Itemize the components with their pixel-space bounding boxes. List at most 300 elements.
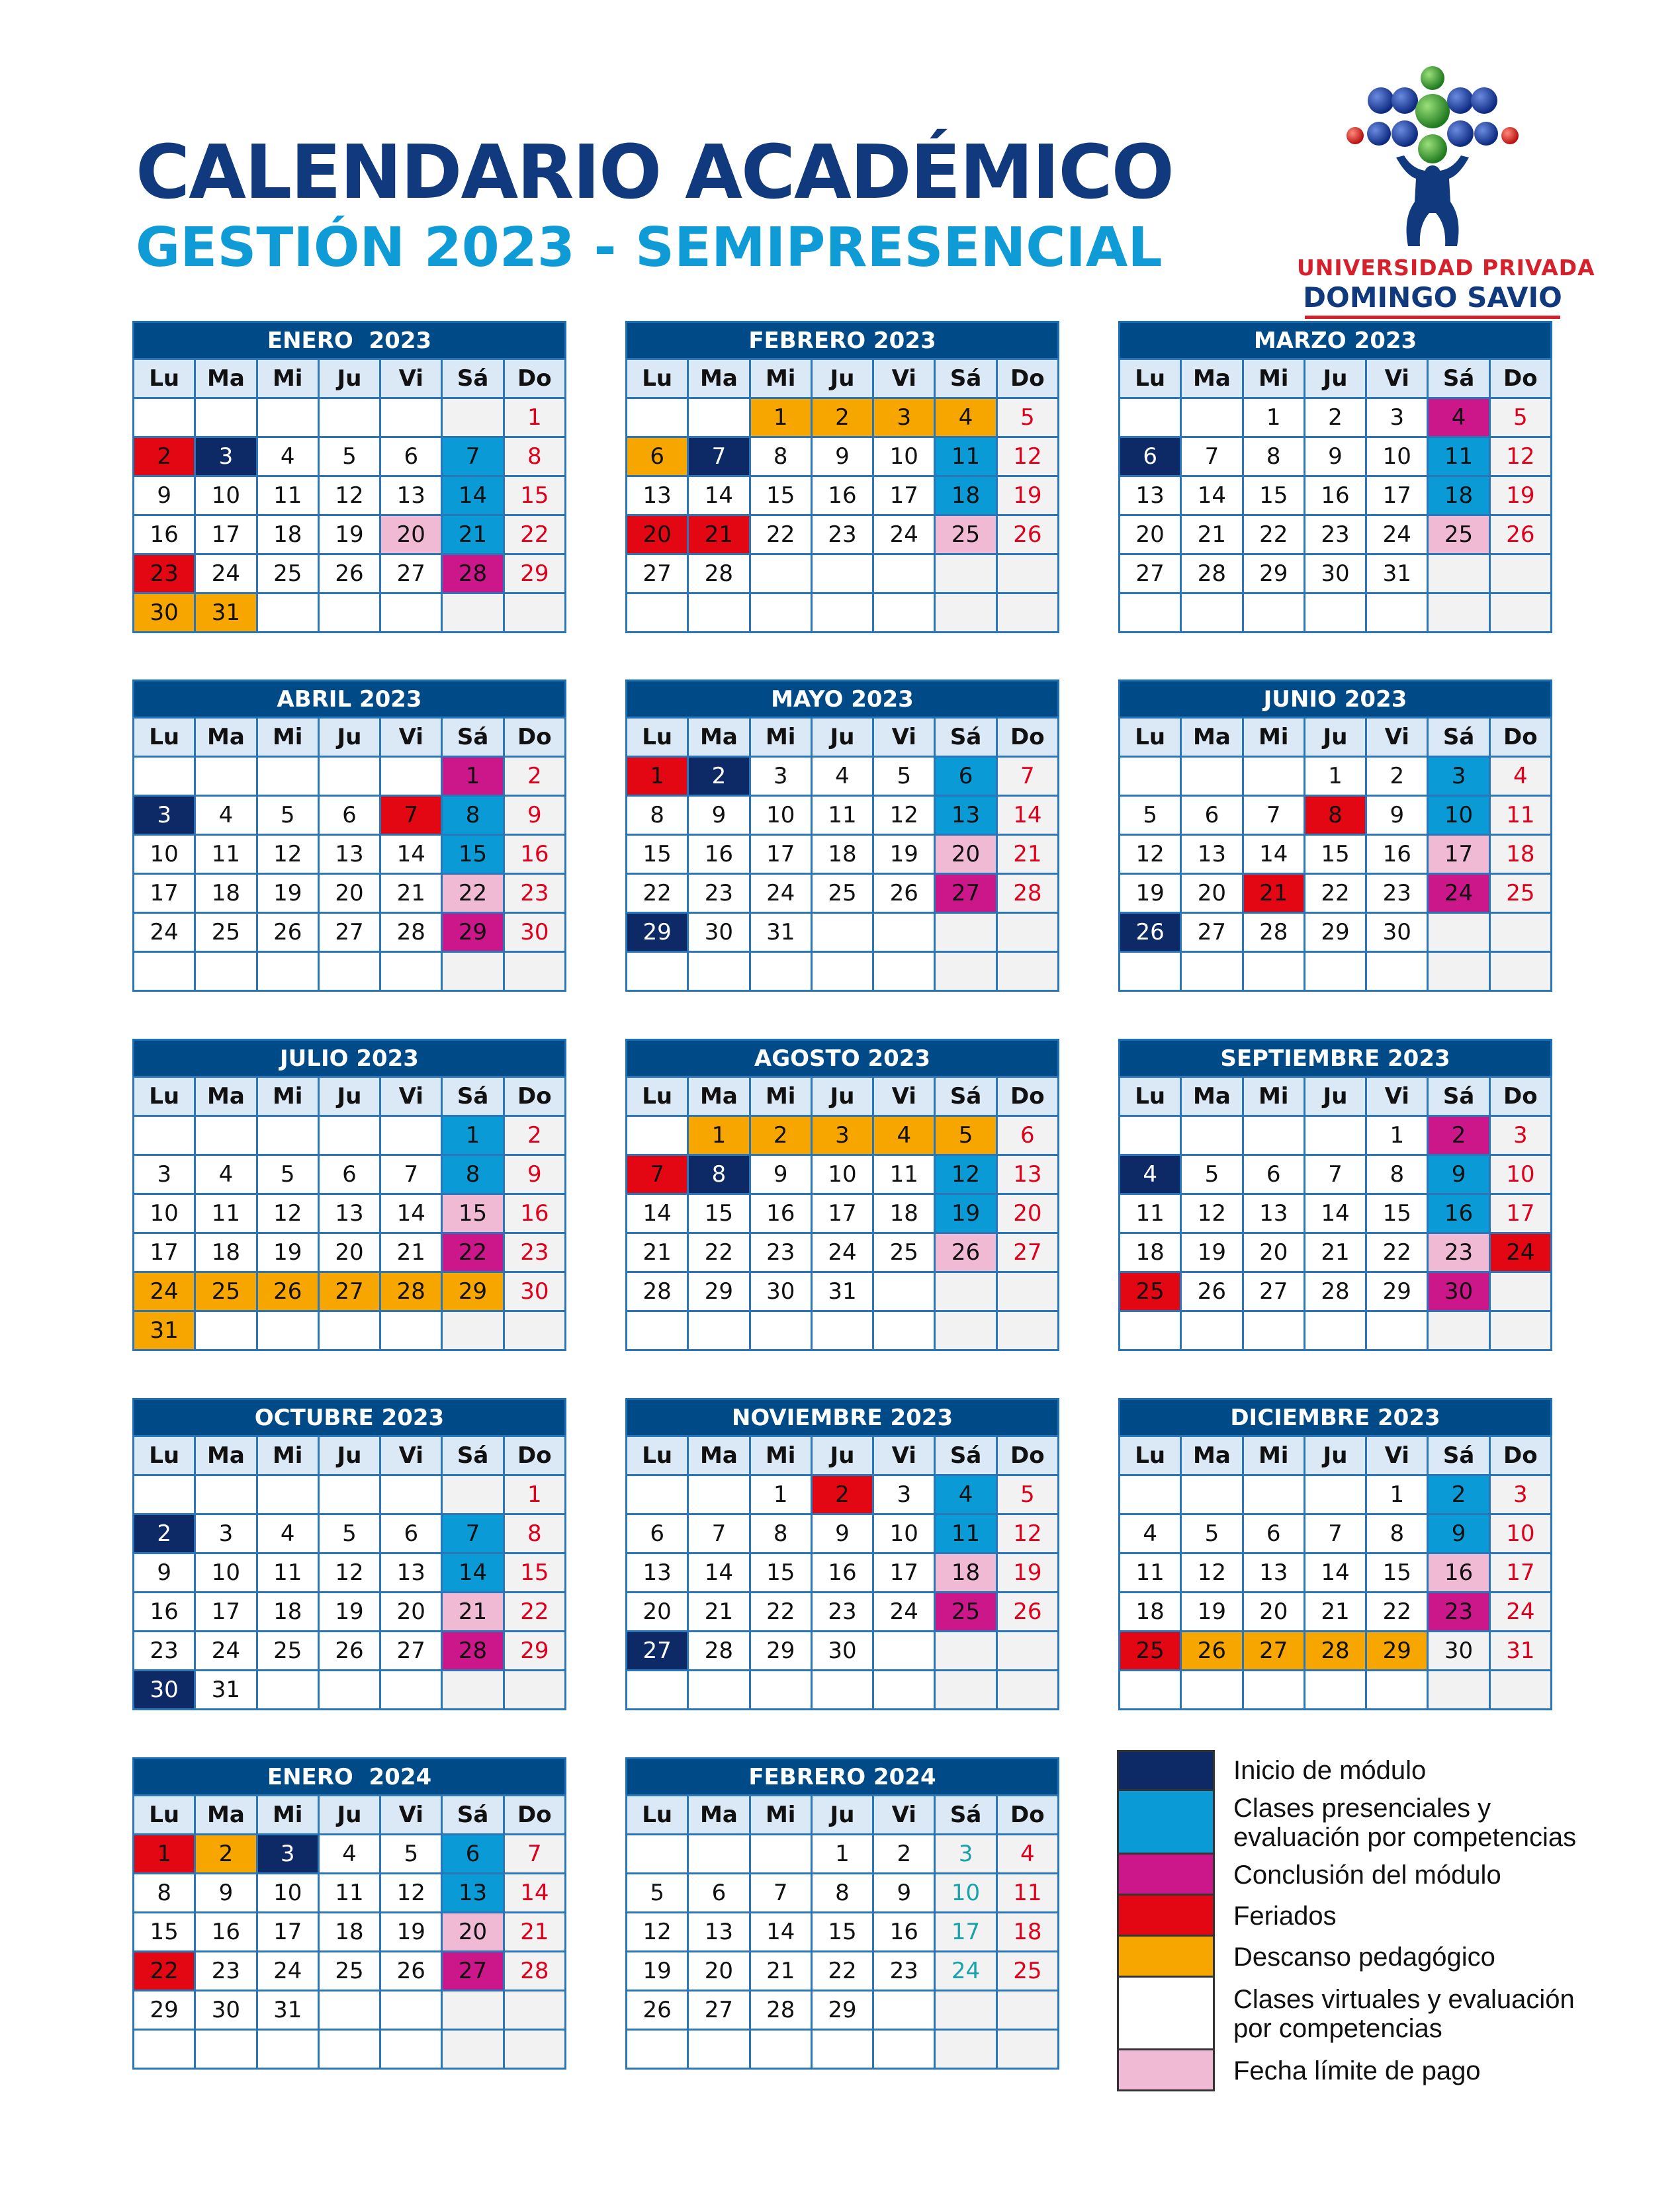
day-cell: 12 (1181, 1553, 1243, 1593)
day-cell: 25 (257, 1632, 318, 1671)
day-cell: 3 (750, 757, 811, 796)
day-cell: 17 (134, 874, 195, 913)
week-row (627, 952, 1059, 991)
month-title: FEBRERO 2023 (625, 321, 1059, 358)
weekday-header: Ju (318, 718, 380, 757)
page-title: CALENDARIO ACADÉMICO (136, 130, 1173, 216)
weekday-header: Ju (811, 1796, 873, 1835)
day-cell: 8 (627, 796, 688, 835)
empty-cell (134, 1116, 195, 1155)
legend (1117, 1750, 1593, 2091)
weekday-header: Ma (195, 359, 257, 398)
day-cell: 12 (257, 1194, 318, 1233)
empty-cell (873, 2030, 935, 2069)
day-cell: 16 (134, 515, 195, 554)
empty-cell (996, 1632, 1058, 1671)
empty-cell (627, 2030, 688, 2069)
week-row (134, 398, 566, 437)
day-cell: 29 (1366, 1632, 1428, 1671)
empty-cell (688, 2030, 750, 2069)
day-cell: 12 (996, 437, 1058, 476)
week-row (1120, 1233, 1552, 1272)
weekday-header: Lu (1120, 359, 1181, 398)
week-row (1120, 1311, 1552, 1350)
day-cell: 26 (1181, 1632, 1243, 1671)
day-cell: 3 (195, 437, 257, 476)
empty-cell (1120, 757, 1181, 796)
day-cell: 16 (504, 835, 565, 874)
legend-swatch (1117, 1896, 1215, 1937)
day-cell: 25 (257, 554, 318, 593)
day-cell: 25 (1120, 1632, 1181, 1671)
month-calendar (625, 1757, 1059, 2070)
empty-cell (318, 2030, 380, 2069)
month-table (132, 358, 566, 633)
month-title: MARZO 2023 (1118, 321, 1552, 358)
weekday-header-row (1120, 1077, 1552, 1116)
day-cell: 18 (811, 835, 873, 874)
day-cell: 19 (627, 1952, 688, 1991)
day-cell: 22 (442, 874, 504, 913)
empty-cell (195, 1475, 257, 1514)
day-cell: 11 (1120, 1553, 1181, 1593)
day-cell: 6 (442, 1835, 504, 1874)
empty-cell (1304, 593, 1366, 633)
month-table (132, 717, 566, 992)
day-cell: 14 (627, 1194, 688, 1233)
day-cell: 1 (1366, 1116, 1428, 1155)
day-cell: 24 (134, 1272, 195, 1311)
empty-cell (811, 554, 873, 593)
day-cell: 28 (750, 1991, 811, 2030)
empty-cell (1181, 1671, 1243, 1710)
day-cell: 26 (996, 515, 1058, 554)
week-row (627, 874, 1059, 913)
empty-cell (380, 593, 442, 633)
week-row (627, 2030, 1059, 2069)
day-cell: 16 (811, 476, 873, 515)
day-cell: 4 (195, 796, 257, 835)
week-row (627, 1632, 1059, 1671)
weekday-header: Vi (873, 718, 935, 757)
day-cell: 16 (1428, 1194, 1489, 1233)
empty-cell (1304, 1311, 1366, 1350)
empty-cell (750, 1311, 811, 1350)
weekday-header: Mi (1243, 1436, 1304, 1475)
month-calendar (132, 679, 566, 992)
day-cell: 21 (442, 515, 504, 554)
empty-cell (811, 1311, 873, 1350)
day-cell: 15 (134, 1913, 195, 1952)
weekday-header: Do (996, 718, 1058, 757)
day-cell: 20 (380, 515, 442, 554)
day-cell: 16 (688, 835, 750, 874)
day-cell: 8 (442, 1155, 504, 1194)
weekday-header: Ju (811, 718, 873, 757)
weekday-header-row (134, 1436, 566, 1475)
day-cell: 27 (380, 554, 442, 593)
weekday-header: Lu (627, 1796, 688, 1835)
day-cell: 14 (688, 1553, 750, 1593)
day-cell: 7 (688, 437, 750, 476)
weekday-header: Lu (1120, 1077, 1181, 1116)
day-cell: 13 (380, 1553, 442, 1593)
day-cell: 2 (688, 757, 750, 796)
weekday-header: Ju (318, 1077, 380, 1116)
empty-cell (873, 593, 935, 633)
weekday-header: Do (1489, 1436, 1551, 1475)
week-row (134, 515, 566, 554)
day-cell: 14 (442, 476, 504, 515)
weekday-header: Do (1489, 1077, 1551, 1116)
day-cell: 24 (195, 1632, 257, 1671)
week-row (1120, 1632, 1552, 1671)
week-row (134, 476, 566, 515)
empty-cell (1120, 1311, 1181, 1350)
month-title: ENERO 2024 (132, 1757, 566, 1794)
week-row (627, 1835, 1059, 1874)
empty-cell (750, 952, 811, 991)
day-cell: 22 (504, 1593, 565, 1632)
empty-cell (504, 1671, 565, 1710)
empty-cell (627, 1671, 688, 1710)
day-cell: 28 (996, 874, 1058, 913)
empty-cell (873, 913, 935, 952)
day-cell: 28 (1304, 1272, 1366, 1311)
day-cell: 22 (627, 874, 688, 913)
weekday-header: Vi (873, 1077, 935, 1116)
week-row (1120, 1593, 1552, 1632)
weekday-header: Vi (873, 1796, 935, 1835)
day-cell: 10 (750, 796, 811, 835)
day-cell: 28 (1243, 913, 1304, 952)
day-cell: 29 (1243, 554, 1304, 593)
day-cell: 15 (688, 1194, 750, 1233)
day-cell: 20 (1120, 515, 1181, 554)
day-cell: 30 (750, 1272, 811, 1311)
day-cell: 30 (688, 913, 750, 952)
day-cell: 29 (750, 1632, 811, 1671)
day-cell: 25 (811, 874, 873, 913)
weekday-header: Sá (935, 359, 996, 398)
day-cell: 14 (750, 1913, 811, 1952)
weekday-header: Lu (627, 1436, 688, 1475)
weekday-header: Do (504, 718, 565, 757)
day-cell: 10 (1489, 1514, 1551, 1553)
day-cell: 9 (1428, 1514, 1489, 1553)
weekday-header: Ju (811, 1436, 873, 1475)
week-row (1120, 952, 1552, 991)
empty-cell (1366, 1671, 1428, 1710)
weekday-header: Ma (688, 1436, 750, 1475)
day-cell: 30 (504, 1272, 565, 1311)
empty-cell (442, 398, 504, 437)
day-cell: 1 (1366, 1475, 1428, 1514)
legend-swatch (1117, 1855, 1215, 1896)
day-cell: 15 (1304, 835, 1366, 874)
week-row (627, 1194, 1059, 1233)
empty-cell (257, 1116, 318, 1155)
day-cell: 2 (134, 437, 195, 476)
day-cell: 5 (996, 398, 1058, 437)
empty-cell (688, 398, 750, 437)
day-cell: 7 (442, 437, 504, 476)
weekday-header: Ju (1304, 1077, 1366, 1116)
weekday-header: Ma (1181, 718, 1243, 757)
empty-cell (873, 1991, 935, 2030)
weekday-header: Vi (380, 1796, 442, 1835)
empty-cell (504, 1311, 565, 1350)
day-cell: 9 (504, 1155, 565, 1194)
day-cell: 23 (504, 1233, 565, 1272)
empty-cell (811, 913, 873, 952)
day-cell: 25 (935, 1593, 996, 1632)
weekday-header: Vi (873, 359, 935, 398)
legend-swatch (1117, 1791, 1215, 1855)
weekday-header: Mi (750, 718, 811, 757)
weekday-header-row (134, 359, 566, 398)
empty-cell (442, 2030, 504, 2069)
day-cell: 11 (1428, 437, 1489, 476)
empty-cell (257, 593, 318, 633)
day-cell: 16 (1304, 476, 1366, 515)
day-cell: 10 (935, 1874, 996, 1913)
day-cell: 29 (504, 1632, 565, 1671)
week-row (627, 1913, 1059, 1952)
day-cell: 22 (1243, 515, 1304, 554)
month-calendar (625, 679, 1059, 992)
day-cell: 2 (1366, 757, 1428, 796)
weekday-header: Sá (1428, 1077, 1489, 1116)
week-row (627, 1514, 1059, 1553)
empty-cell (1243, 1311, 1304, 1350)
day-cell: 9 (688, 796, 750, 835)
day-cell: 21 (504, 1913, 565, 1952)
month-calendar (132, 1039, 566, 1351)
legend-label: Inicio de módulo (1233, 1756, 1427, 1785)
day-cell: 10 (873, 437, 935, 476)
day-cell: 10 (195, 1553, 257, 1593)
empty-cell (996, 2030, 1058, 2069)
weekday-header: Lu (134, 718, 195, 757)
weekday-header: Lu (627, 718, 688, 757)
empty-cell (1181, 1475, 1243, 1514)
empty-cell (1181, 1311, 1243, 1350)
empty-cell (750, 1835, 811, 1874)
day-cell: 17 (257, 1913, 318, 1952)
legend-swatch (1117, 1937, 1215, 1978)
empty-cell (627, 593, 688, 633)
day-cell: 2 (134, 1514, 195, 1553)
day-cell: 22 (504, 515, 565, 554)
day-cell: 2 (1304, 398, 1366, 437)
day-cell: 19 (257, 1233, 318, 1272)
day-cell: 20 (627, 1593, 688, 1632)
day-cell: 26 (380, 1952, 442, 1991)
day-cell: 4 (257, 437, 318, 476)
empty-cell (442, 1475, 504, 1514)
day-cell: 19 (1489, 476, 1551, 515)
day-cell: 29 (504, 554, 565, 593)
day-cell: 17 (873, 476, 935, 515)
weekday-header-row (627, 718, 1059, 757)
empty-cell (1243, 1116, 1304, 1155)
day-cell: 3 (935, 1835, 996, 1874)
empty-cell (318, 1671, 380, 1710)
day-cell: 8 (504, 1514, 565, 1553)
day-cell: 26 (627, 1991, 688, 2030)
day-cell: 25 (873, 1233, 935, 1272)
day-cell: 29 (811, 1991, 873, 2030)
day-cell: 21 (1304, 1593, 1366, 1632)
day-cell: 4 (873, 1116, 935, 1155)
day-cell: 15 (1366, 1194, 1428, 1233)
weekday-header: Ma (195, 1796, 257, 1835)
day-cell: 13 (442, 1874, 504, 1913)
week-row (627, 757, 1059, 796)
empty-cell (257, 1671, 318, 1710)
day-cell: 25 (996, 1952, 1058, 1991)
empty-cell (195, 1116, 257, 1155)
weekday-header: Do (996, 1077, 1058, 1116)
month-title: JUNIO 2023 (1118, 679, 1552, 717)
empty-cell (1428, 554, 1489, 593)
empty-cell (935, 1272, 996, 1311)
empty-cell (380, 757, 442, 796)
week-row (134, 1671, 566, 1710)
day-cell: 31 (1489, 1632, 1551, 1671)
day-cell: 21 (688, 1593, 750, 1632)
day-cell: 17 (1366, 476, 1428, 515)
day-cell: 3 (811, 1116, 873, 1155)
day-cell: 27 (318, 1272, 380, 1311)
week-row (134, 952, 566, 991)
week-row (134, 1632, 566, 1671)
day-cell: 6 (627, 1514, 688, 1553)
day-cell: 31 (134, 1311, 195, 1350)
empty-cell (1304, 1671, 1366, 1710)
week-row (134, 1991, 566, 2030)
day-cell: 7 (627, 1155, 688, 1194)
legend-item-inicio (1117, 1750, 1593, 1791)
day-cell: 18 (195, 1233, 257, 1272)
day-cell: 20 (688, 1952, 750, 1991)
day-cell: 3 (134, 1155, 195, 1194)
empty-cell (442, 1671, 504, 1710)
day-cell: 21 (996, 835, 1058, 874)
day-cell: 10 (134, 835, 195, 874)
empty-cell (1120, 952, 1181, 991)
day-cell: 23 (1304, 515, 1366, 554)
day-cell: 29 (1304, 913, 1366, 952)
day-cell: 9 (504, 796, 565, 835)
empty-cell (1428, 593, 1489, 633)
day-cell: 14 (1243, 835, 1304, 874)
month-calendar (1118, 679, 1552, 992)
week-row (134, 1311, 566, 1350)
empty-cell (873, 1272, 935, 1311)
legend-label: Clases virtuales y evaluación por competencias (1233, 1985, 1575, 2043)
weekday-header: Ma (195, 718, 257, 757)
legend-label: Fecha límite de pago (1233, 2056, 1481, 2085)
empty-cell (627, 1475, 688, 1514)
day-cell: 24 (1489, 1233, 1551, 1272)
day-cell: 11 (318, 1874, 380, 1913)
day-cell: 17 (195, 1593, 257, 1632)
weekday-header: Ma (1181, 359, 1243, 398)
weekday-header: Ju (318, 359, 380, 398)
day-cell: 2 (1428, 1475, 1489, 1514)
day-cell: 19 (257, 874, 318, 913)
day-cell: 14 (1181, 476, 1243, 515)
day-cell: 13 (1243, 1553, 1304, 1593)
day-cell: 23 (873, 1952, 935, 1991)
day-cell: 8 (688, 1155, 750, 1194)
day-cell: 19 (318, 1593, 380, 1632)
empty-cell (318, 757, 380, 796)
day-cell: 3 (1489, 1475, 1551, 1514)
day-cell: 13 (318, 835, 380, 874)
day-cell: 9 (195, 1874, 257, 1913)
day-cell: 23 (1428, 1233, 1489, 1272)
empty-cell (1489, 554, 1551, 593)
empty-cell (1243, 1671, 1304, 1710)
weekday-header: Ju (811, 1077, 873, 1116)
month-title: MAYO 2023 (625, 679, 1059, 717)
empty-cell (442, 593, 504, 633)
day-cell: 17 (750, 835, 811, 874)
week-row (1120, 796, 1552, 835)
weekday-header: Do (996, 1796, 1058, 1835)
weekday-header: Sá (442, 1077, 504, 1116)
day-cell: 3 (1489, 1116, 1551, 1155)
empty-cell (257, 952, 318, 991)
day-cell: 8 (1304, 796, 1366, 835)
week-row (627, 515, 1059, 554)
day-cell: 28 (442, 554, 504, 593)
day-cell: 21 (688, 515, 750, 554)
day-cell: 20 (996, 1194, 1058, 1233)
day-cell: 9 (134, 1553, 195, 1593)
weekday-header: Do (504, 1077, 565, 1116)
week-row (627, 1116, 1059, 1155)
empty-cell (935, 554, 996, 593)
day-cell: 28 (442, 1632, 504, 1671)
day-cell: 30 (134, 1671, 195, 1710)
weekday-header: Sá (442, 1436, 504, 1475)
day-cell: 4 (996, 1835, 1058, 1874)
day-cell: 27 (1243, 1272, 1304, 1311)
day-cell: 23 (811, 515, 873, 554)
empty-cell (627, 1835, 688, 1874)
weekday-header: Ju (811, 359, 873, 398)
weekday-header: Lu (627, 1077, 688, 1116)
day-cell: 7 (504, 1835, 565, 1874)
day-cell: 12 (1181, 1194, 1243, 1233)
empty-cell (504, 952, 565, 991)
week-row (134, 1952, 566, 1991)
month-table (1118, 358, 1552, 633)
weekday-header: Sá (1428, 718, 1489, 757)
day-cell: 20 (442, 1913, 504, 1952)
empty-cell (688, 1475, 750, 1514)
month-table (1118, 1076, 1552, 1351)
day-cell: 10 (195, 476, 257, 515)
empty-cell (873, 554, 935, 593)
empty-cell (811, 1671, 873, 1710)
day-cell: 25 (1428, 515, 1489, 554)
day-cell: 30 (504, 913, 565, 952)
